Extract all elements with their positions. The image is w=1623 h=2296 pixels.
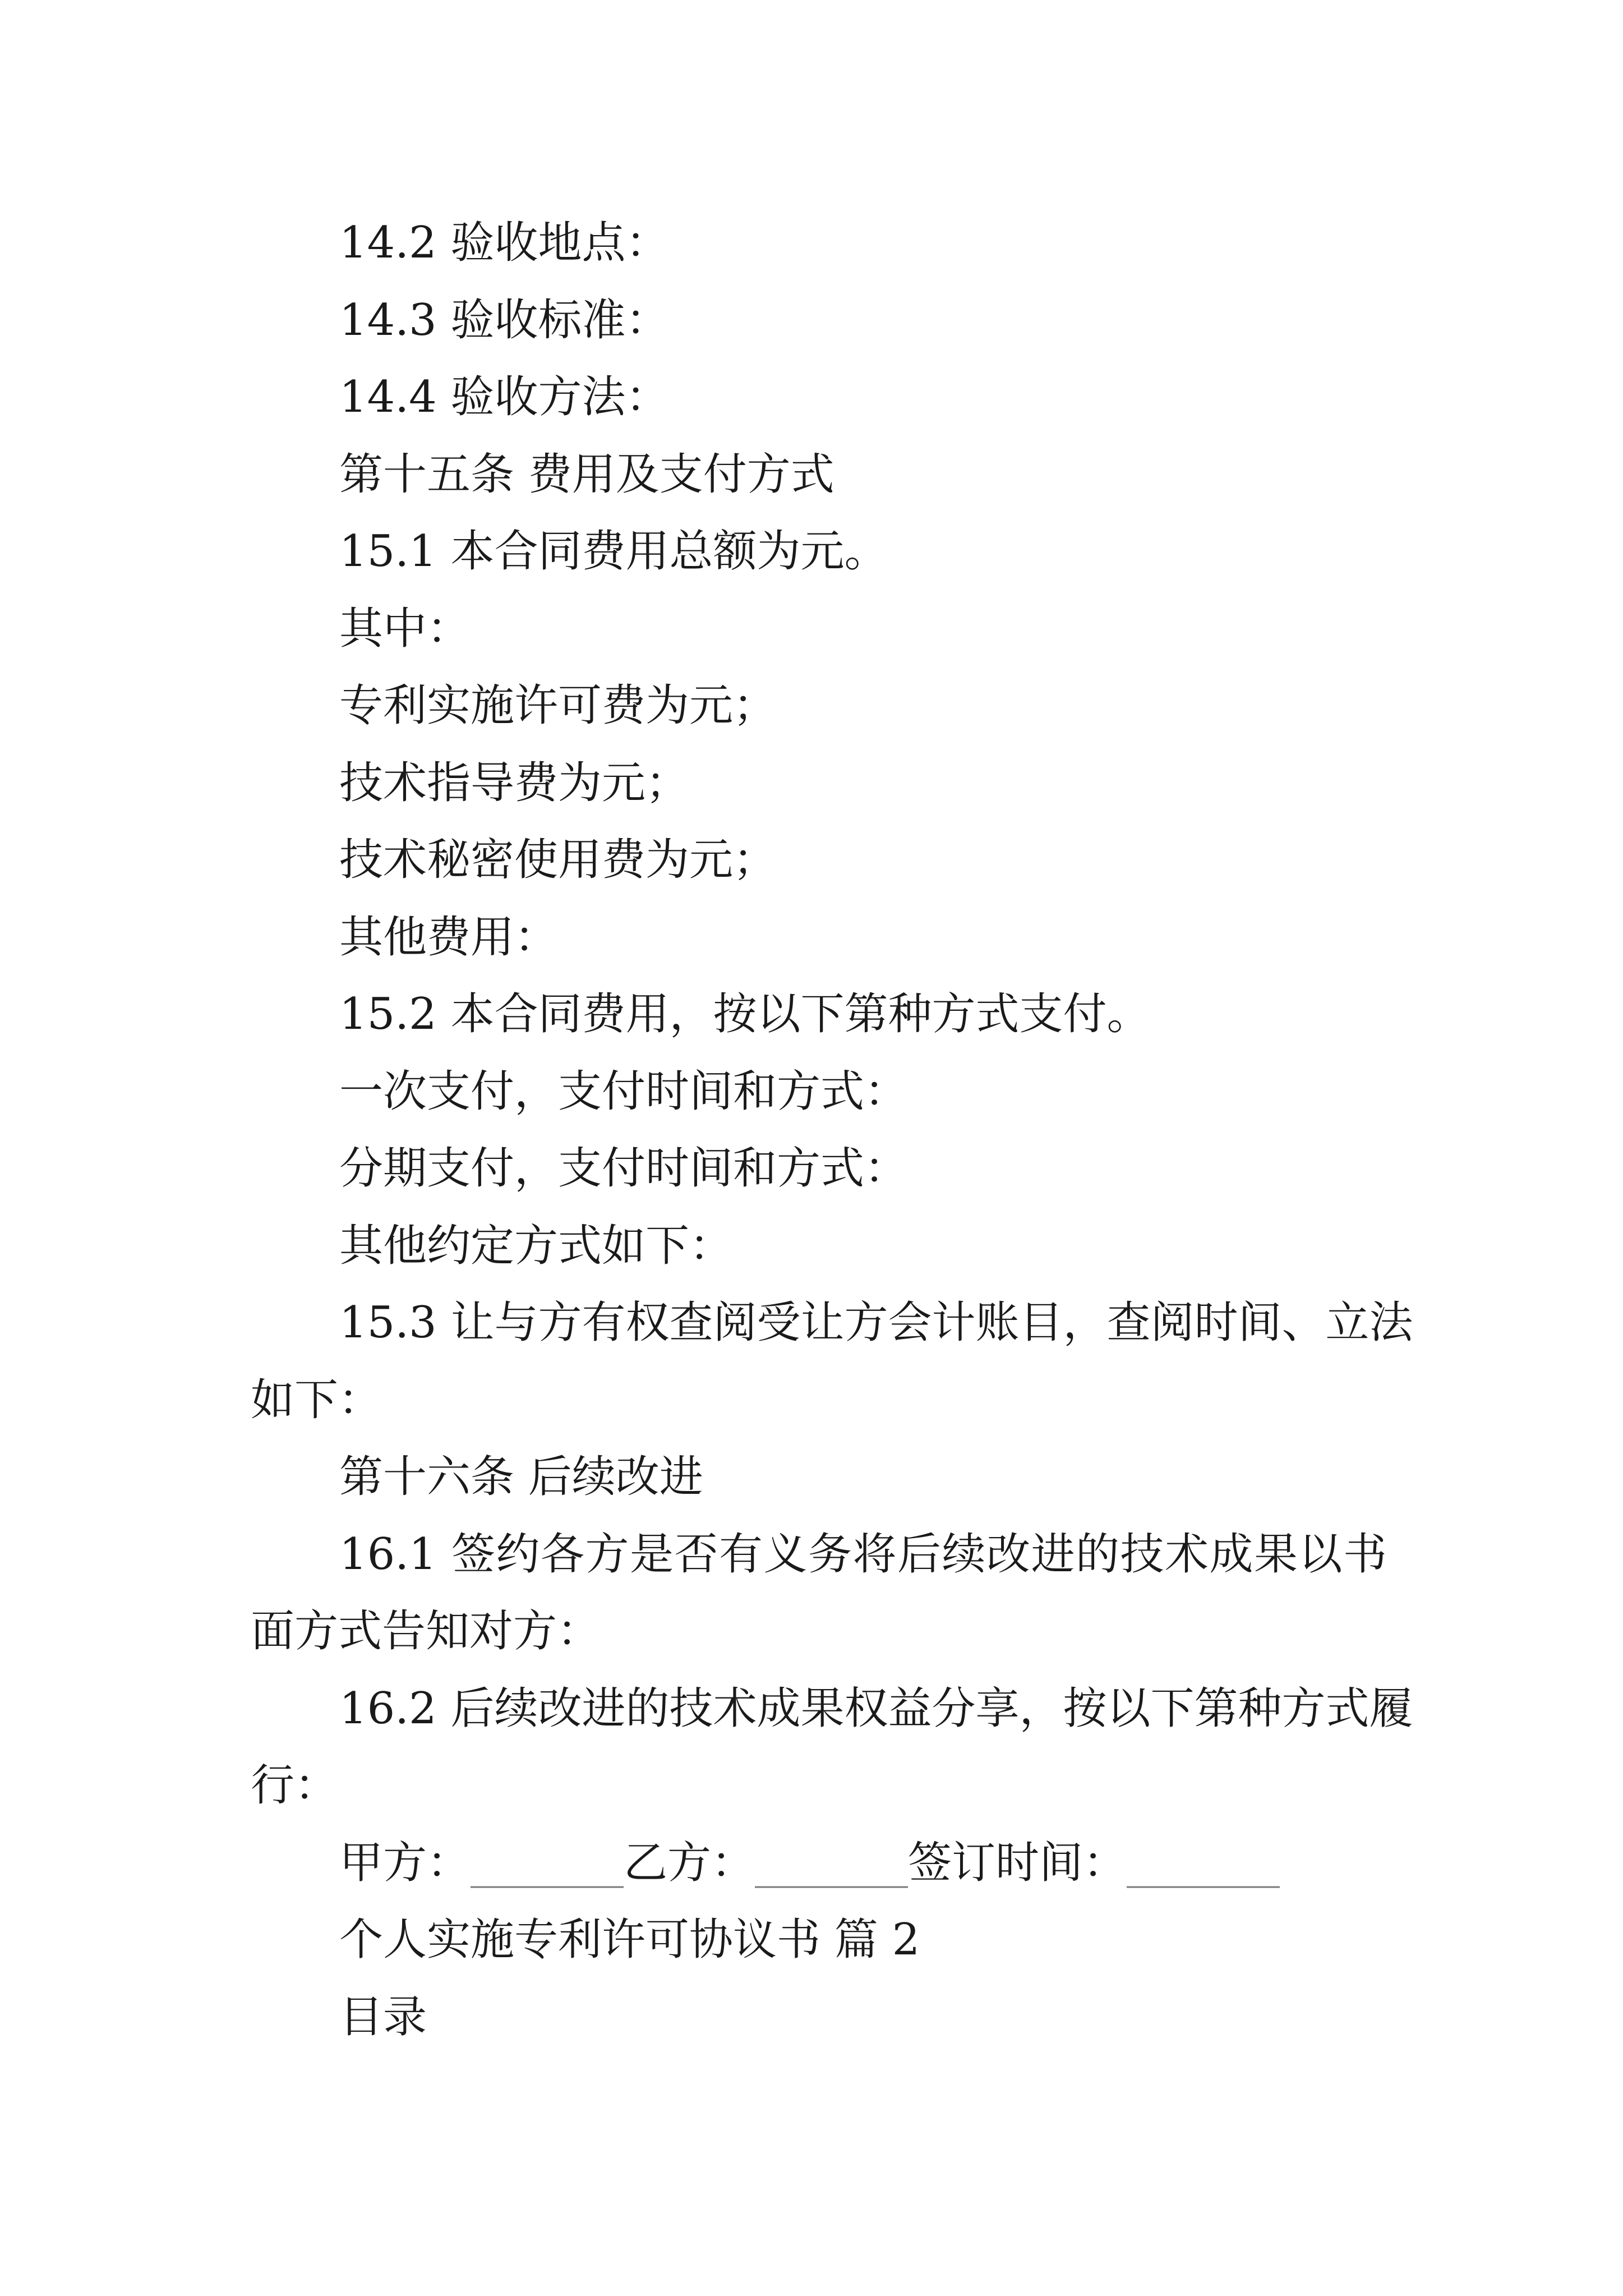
clause-16-2-line-2: 行：	[251, 1760, 339, 1811]
table-of-contents-heading: 目录	[339, 1991, 427, 2042]
clause-15-2: 15.2 本合同费用，按以下第种方式支付。	[339, 989, 1151, 1039]
payment-option-lump-sum: 一次支付，支付时间和方式：	[339, 1066, 909, 1117]
clause-14-2: 14.2 验收地点：	[339, 218, 670, 268]
party-a-label: 甲方：	[339, 1837, 471, 1888]
clause-14-3: 14.3 验收标准：	[339, 295, 670, 346]
article-15-heading: 第十五条 费用及支付方式	[339, 449, 834, 500]
sign-date-label: 签订时间：	[908, 1837, 1127, 1888]
clause-15-3-line-2: 如下：	[251, 1374, 382, 1425]
sign-date-blank: _______	[1127, 1837, 1280, 1888]
payment-option-other: 其他约定方式如下：	[339, 1220, 734, 1271]
document-body	[251, 205, 1413, 2056]
clause-16-1-line-1: 16.1 签约各方是否有义务将后续改进的技术成果以书	[339, 1529, 1387, 1580]
party-b-label: 乙方：	[624, 1837, 755, 1888]
article-16-heading: 第十六条 后续改进	[339, 1452, 703, 1502]
signature-line	[251, 1825, 1387, 1902]
party-a-blank: _______	[471, 1837, 624, 1888]
next-document-title: 个人实施专利许可协议书 篇 2	[339, 1915, 920, 1965]
clause-16-2-line-1: 16.2 后续改进的技术成果权益分享，按以下第种方式履	[339, 1683, 1413, 1734]
fee-item-patent-license: 专利实施许可费为元；	[339, 680, 777, 731]
clause-16-1-line-2: 面方式告知对方：	[251, 1606, 601, 1657]
clause-15-1-breakdown-intro: 其中：	[339, 603, 471, 654]
clause-14-4: 14.4 验收方法：	[339, 372, 670, 422]
clause-15-1: 15.1 本合同费用总额为元。	[339, 526, 888, 577]
fee-item-technical-guidance: 技术指导费为元；	[339, 757, 690, 808]
fee-item-technical-secret: 技术秘密使用费为元；	[339, 835, 777, 885]
clause-15-3-line-1: 15.3 让与方有权查阅受让方会计账目，查阅时间、立法	[339, 1297, 1413, 1348]
party-b-blank: _______	[755, 1837, 909, 1888]
fee-item-other: 其他费用：	[339, 912, 559, 963]
payment-option-installments: 分期支付，支付时间和方式：	[339, 1143, 909, 1194]
